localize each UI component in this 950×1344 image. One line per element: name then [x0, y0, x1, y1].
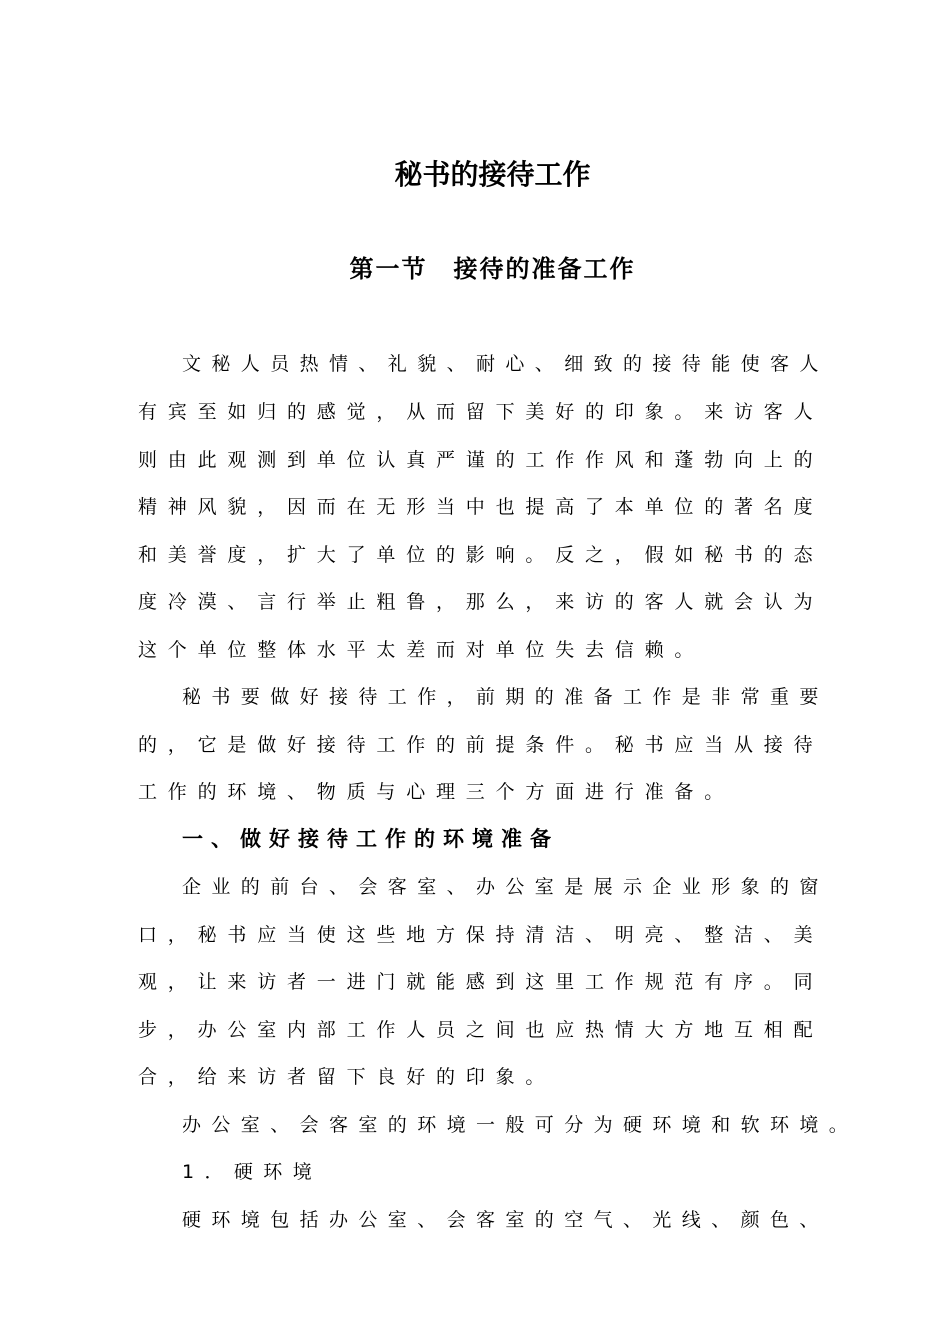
- paragraph-line: 口，秘书应当使这些地方保持清洁、明亮、整洁、美: [138, 924, 824, 946]
- section-title: 第一节 接待的准备工作: [349, 255, 636, 283]
- subheading-line: 1．硬环境: [182, 1161, 323, 1183]
- paragraph-line: 合，给来访者留下良好的印象。: [138, 1066, 556, 1088]
- paragraph-line: 度冷漠、言行举止粗鲁，那么，来访的客人就会认为: [138, 591, 824, 613]
- paragraph-line: 步，办公室内部工作人员之间也应热情大方地互相配: [138, 1019, 824, 1041]
- section-heading: 一、做好接待工作的环境准备: [182, 827, 559, 851]
- paragraph-line: 办公室、会客室的环境一般可分为硬环境和软环境。: [182, 1114, 859, 1136]
- paragraph-line: 企业的前台、会客室、办公室是展示企业形象的窗: [182, 876, 829, 898]
- paragraph-line: 文秘人员热情、礼貌、耐心、细致的接待能使客人: [182, 353, 829, 375]
- paragraph-line: 观，让来访者一进门就能感到这里工作规范有序。同: [138, 971, 824, 993]
- paragraph-line: 有宾至如归的感觉，从而留下美好的印象。来访客人: [138, 401, 824, 423]
- paragraph-line: 精神风貌，因而在无形当中也提高了本单位的著名度: [138, 496, 824, 518]
- paragraph-line: 秘书要做好接待工作，前期的准备工作是非常重要: [182, 686, 829, 708]
- paragraph-line: 这个单位整体水平太差而对单位失去信赖。: [138, 639, 705, 661]
- document-title: 秘书的接待工作: [394, 158, 591, 191]
- paragraph-line: 硬环境包括办公室、会客室的空气、光线、颜色、: [182, 1209, 829, 1231]
- paragraph-line: 的，它是做好接待工作的前提条件。秘书应当从接待: [138, 734, 824, 756]
- paragraph-line: 则由此观测到单位认真严谨的工作作风和蓬勃向上的: [138, 449, 824, 471]
- paragraph-line: 工作的环境、物质与心理三个方面进行准备。: [138, 781, 735, 803]
- paragraph-line: 和美誉度，扩大了单位的影响。反之，假如秘书的态: [138, 544, 824, 566]
